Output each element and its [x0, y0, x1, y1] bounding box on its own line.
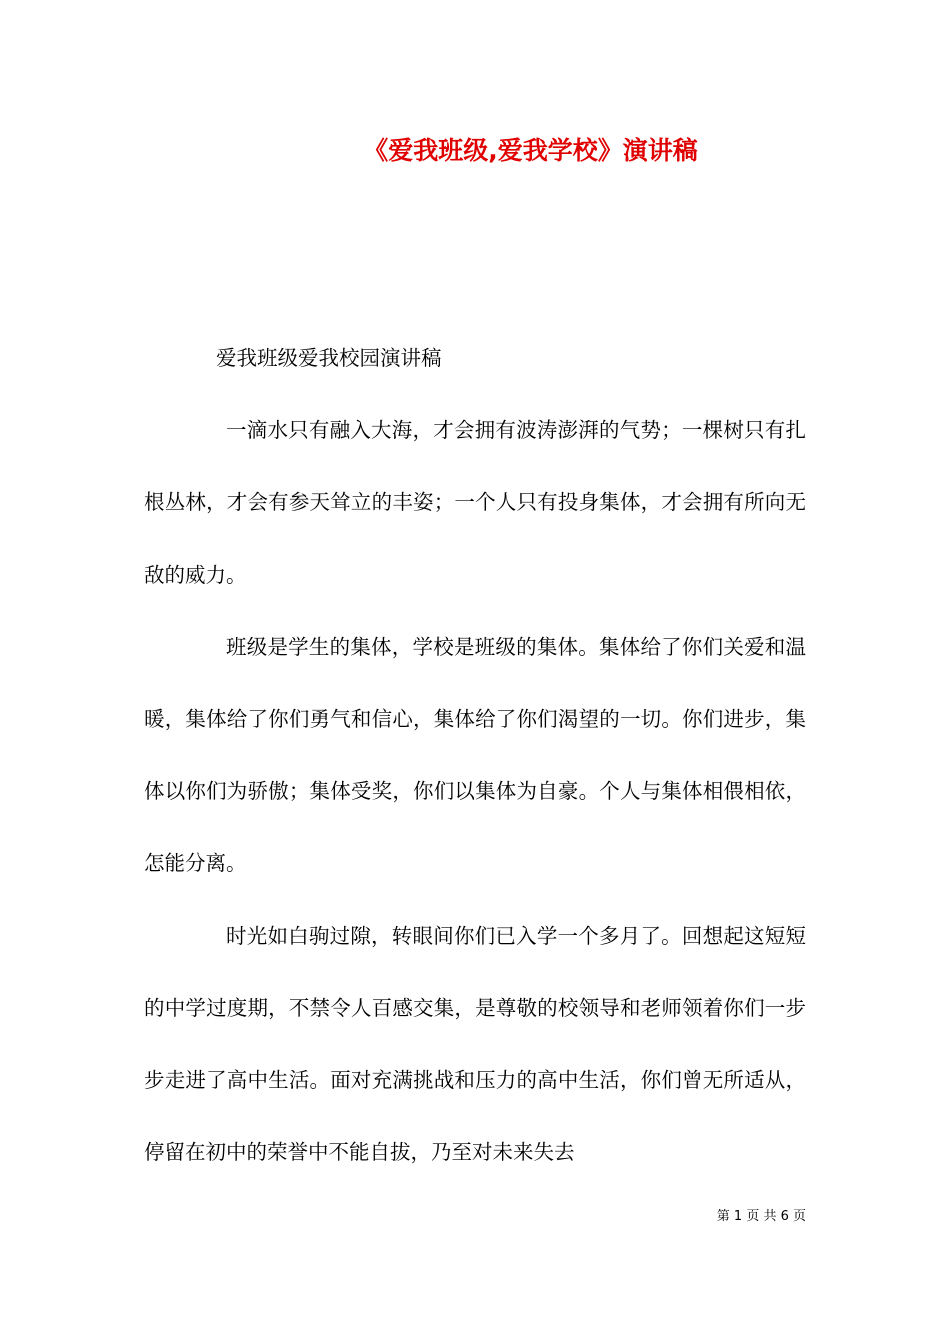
paragraph-2: 班级是学生的集体，学校是班级的集体。集体给了你们关爱和温暖，集体给了你们勇气和信心，集体给了你们渴望的一切。你们进步，集体以你们为骄傲；集体受奖，你们以集体为自豪。个人与集体相偎相依，怎能分离。 [144, 634, 806, 876]
document-subtitle: 爱我班级爱我校园演讲稿 [216, 346, 442, 370]
document-body [144, 322, 806, 1188]
page-number: 第 1 页 共 6 页 [716, 1209, 806, 1224]
paragraph-1: 一滴水只有融入大海，才会拥有波涛澎湃的气势；一棵树只有扎根丛林，才会有参天耸立的丰姿；一个人只有投身集体，才会拥有所向无敌的威力。 [144, 418, 806, 587]
document-title: 《爱我班级,爱我学校》演讲稿 [363, 136, 698, 165]
paragraph-3: 时光如白驹过隙，转眼间你们已入学一个多月了。回想起这短短的中学过度期，不禁令人百感交集，是尊敬的校领导和老师领着你们一步步走进了高中生活。面对充满挑战和压力的高中生活，你们曾无所适从，停留在初中的荣誉中不能自拔，乃至对未来失去 [144, 923, 806, 1165]
